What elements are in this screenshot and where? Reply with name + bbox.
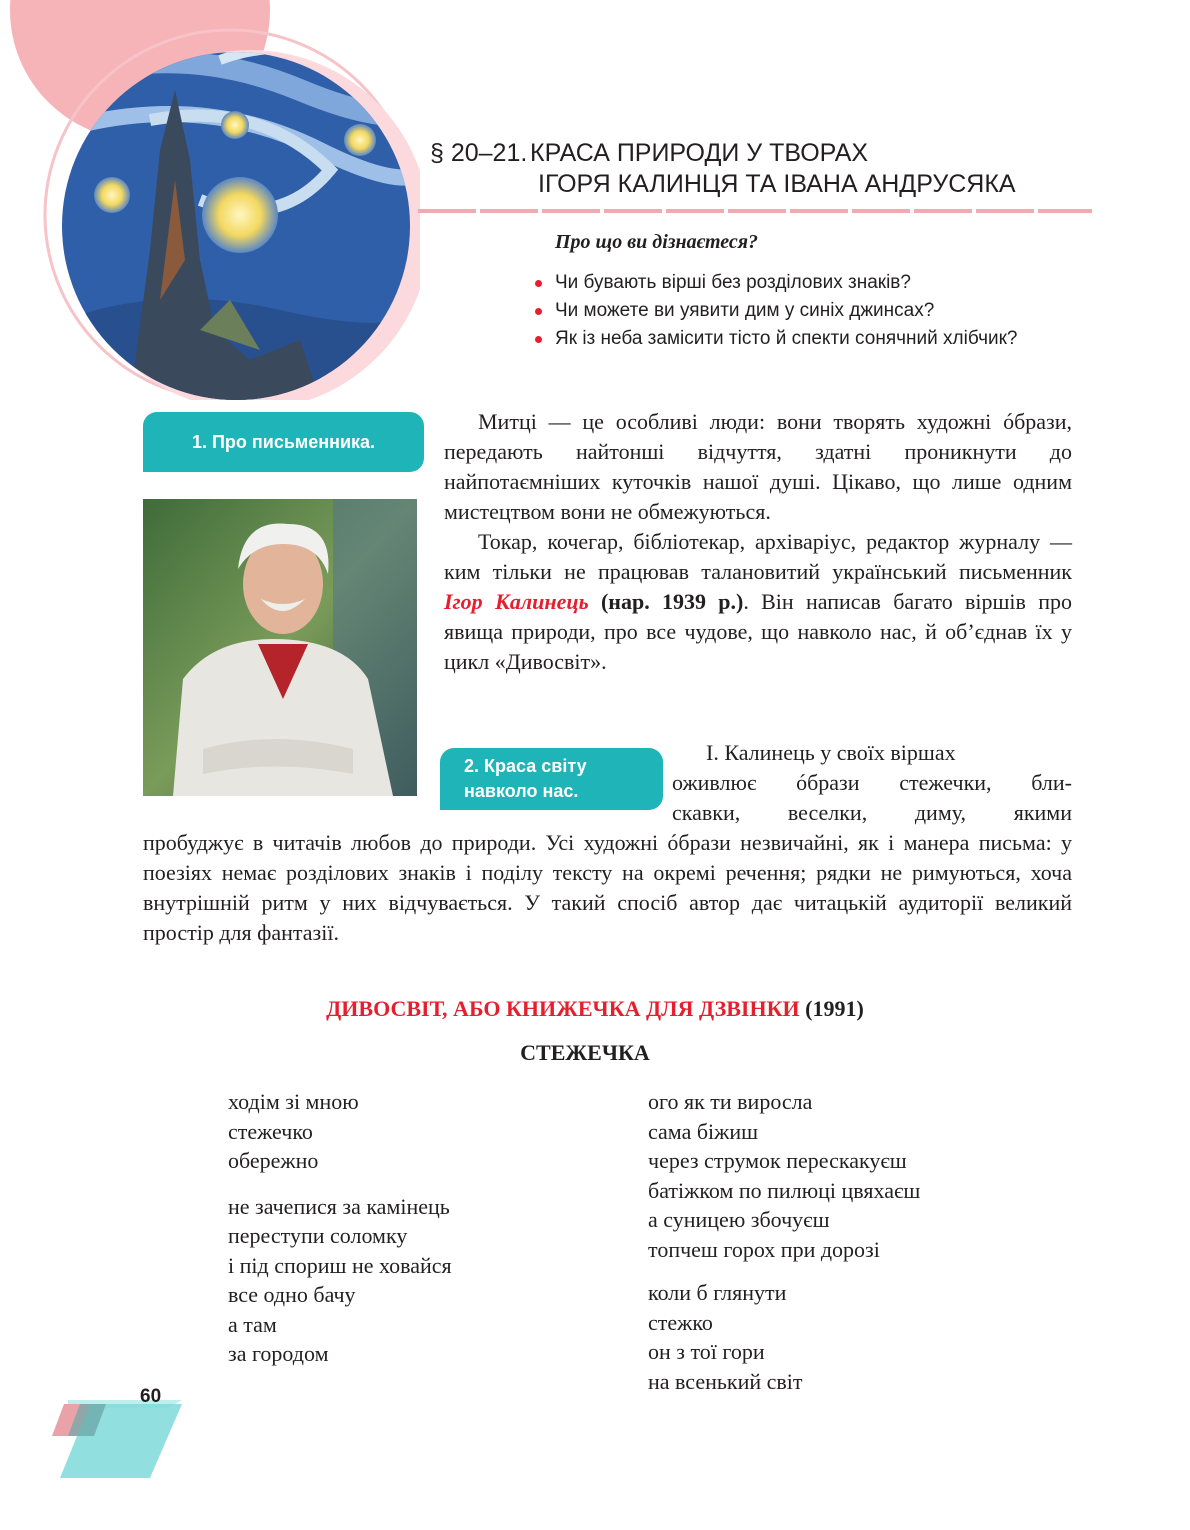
- poem-line: на всенький світ: [648, 1368, 803, 1394]
- paragraph-beauty-rest: пробуджує в читачів любов до природи. Усі художні óбрази незвичайні, як і манера письма: у поезіях немає розділових знаків і поділу тексту на окремі речення; рядки не римуються, хоча внутрішній ритм у них відчувається. У такий спосіб автор дає читацькій аудиторії великий простір для фантазії.: [143, 830, 1072, 945]
- section-title-line2: ІГОРЯ КАЛИНЦЯ ТА ІВАНА АНДРУСЯКА: [538, 170, 1016, 198]
- poem-line: стежко: [648, 1309, 713, 1335]
- poem-line: обережно: [228, 1148, 319, 1173]
- section-number: § 20–21.: [430, 139, 528, 167]
- poem-line: і під спориш не ховайся: [228, 1252, 452, 1278]
- poem-line: сама біжиш: [648, 1118, 759, 1144]
- learn-item: Чи можете ви уявити дим у синіх джинсах?: [535, 297, 1080, 325]
- stanza: [228, 1192, 452, 1369]
- about-writer-badge: 1. Про письменника.: [143, 412, 424, 472]
- beauty-of-world-badge: [440, 748, 663, 810]
- writer-name: Ігор Калинець: [444, 589, 589, 614]
- paragraph-beauty-start: [672, 738, 1072, 828]
- stanza: [648, 1278, 920, 1396]
- text-line: І. Калинець у своїх віршах: [706, 740, 956, 765]
- poem-left-column: [228, 1087, 452, 1379]
- poem-line: через струмок перескакуєш: [648, 1148, 907, 1173]
- poem-line: а суницею збочуєш: [648, 1207, 830, 1232]
- paragraph-text: . Він написав багато віршів про явища природи, про все чудове, що навколо нас, й об’єднав їх у цикл «Дивосвіт».: [444, 589, 1072, 674]
- learn-item: Як із неба замісити тісто й спекти сонячний хлібчик?: [535, 325, 1080, 353]
- learn-list: [535, 269, 1080, 353]
- poem-line: не зачепися за камінець: [228, 1193, 450, 1219]
- text-line: оживлює óбрази стежечки, бли-: [672, 770, 1072, 795]
- heading-underline: [418, 209, 1092, 213]
- collection-year: (1991): [805, 996, 864, 1021]
- learn-item: Чи бувають вірші без розділових знаків?: [535, 269, 1080, 297]
- writer-years: (нар. 1939 р.): [600, 589, 744, 614]
- poem-title: СТЕЖЕЧКА: [520, 1040, 650, 1065]
- badge-line: 2. Краса світу: [464, 756, 587, 776]
- poem-right-column: [648, 1087, 920, 1406]
- stanza: [228, 1087, 452, 1176]
- poem-line: все одно бачу: [228, 1282, 356, 1307]
- section-title-line1: КРАСА ПРИРОДИ У ТВОРАХ: [530, 139, 869, 167]
- poem-line: топчеш горох при дорозі: [648, 1236, 880, 1262]
- stanza: [648, 1087, 920, 1264]
- body-column: [444, 407, 1072, 677]
- paragraph-intro: Митці — це особливі люди: вони творять художні óбрази, передають найтонші відчуття, здатні проникнути до найпотаємніших куточків нашої душі. Цікаво, що лише одним мистецтвом вони не обмежуються.: [444, 409, 1072, 524]
- poem-line: а там: [228, 1311, 277, 1337]
- poem-line: батіжком по пилюці цвяхаєш: [648, 1177, 921, 1203]
- collection-name: ДИВОСВІТ, АБО КНИЖЕЧКА ДЛЯ ДЗВІНКИ: [326, 996, 800, 1021]
- poem-line: коли б глянути: [648, 1280, 787, 1305]
- poem-line: он з тої гори: [648, 1339, 765, 1364]
- learn-title: Про що ви дізнаєтеся?: [555, 231, 759, 253]
- writer-portrait-photo: [143, 499, 417, 796]
- corner-decoration: [0, 0, 420, 400]
- badge-line: навколо нас.: [464, 781, 579, 801]
- page-corner-decoration: [50, 1400, 190, 1480]
- poem-line: за городом: [228, 1341, 329, 1366]
- poem-line: стежечко: [228, 1118, 313, 1144]
- paragraph-text: Токар, кочегар, бібліотекар, архіваріус, редактор журналу — ким тільки не працював талановитий український письменник: [444, 529, 1072, 584]
- page-number: 60: [140, 1386, 162, 1407]
- poem-collection-title: [0, 996, 1190, 1022]
- poem-line: переступи соломку: [228, 1223, 408, 1248]
- poem-line: ходім зі мною: [228, 1089, 359, 1114]
- section-heading: [430, 138, 1110, 200]
- paragraph-writer: [444, 527, 1072, 677]
- text-line: скавки, веселки, диму, якими: [672, 800, 1072, 825]
- poem-line: ого як ти виросла: [648, 1089, 813, 1114]
